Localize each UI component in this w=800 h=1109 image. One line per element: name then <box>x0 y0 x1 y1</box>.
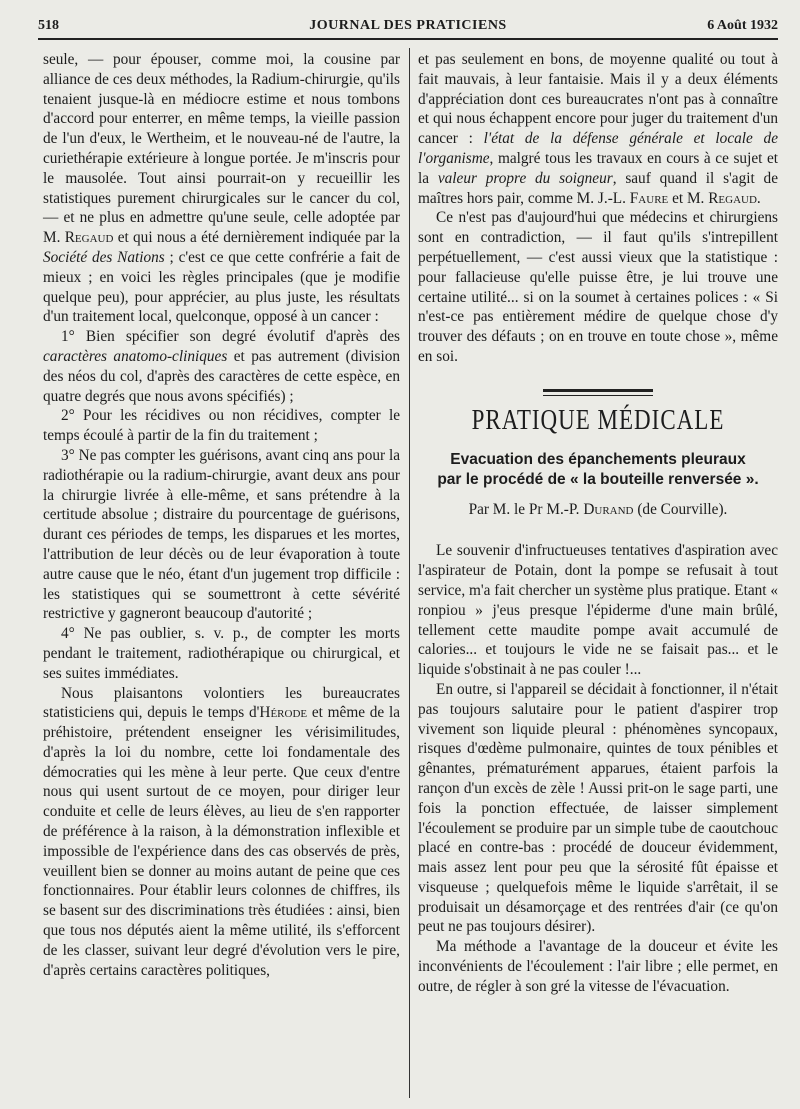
right-column <box>418 50 778 997</box>
author-name: Durand <box>583 500 634 518</box>
paragraph: En outre, si l'appareil se décidait à fonctionner, il n'était pas toujours salutaire pour le patient d'aspirer trop vivement son liquide pleural : phénomènes syncopaux, risques d'œdème pulmonaire, quintes de toux pénibles et gênantes, prématurément apparues, étaient parfois la rançon d'un excès de zèle ! Aussi prit-on le sage parti, une fois la ponction effectuée, de laisser simplement l'écoulement se produire par un simple tube de caoutchouc placé en contre-bas : procédé de douceur évidemment, mais assez lent pour peu que la sérosité fût épaisse et visqueuse ; quelquefois même le liquide s'arrêtait, il se produisait un désamorçage et des rentrées d'air (ce qu'on peut ne pas toujours désirer). <box>418 680 778 936</box>
rule-item-1: 1° Bien spécifier son degré évolutif d'après des caractères anatomo-cliniques et pas autrement (division des néos du col, d'après des caractères de cette espèce, en quatre degrés que nous avons spécifiés) ; <box>43 328 400 405</box>
paragraph: Nous plaisantons volontiers les bureaucrates statisticiens qui, depuis le temps d'Hérode et même de la préhistoire, prétendent enseigner les vérisimilitudes, d'après la loi du nombre, cette loi fondamentale des démocraties qui les mène à leur perte. Que ceux d'entre nous qui usent surtout de ce moyen, pour diriger leur conduite et celle de leurs élèves, au lieu de s'en rapporter de préférence à la raison, à la démonstration inflexible et impossible de l'expérience dans des cas observés de près, veuillent bien se donner au moins autant de peine que ces fonctionnaires. Pour établir leurs colonnes de chiffres, ils se basent sur des discriminations très étudiées : ainsi, bien que tous nos députés aient la même utilité, ils s'efforcent de les classer, suivant leur degré d'évolution vers le pire, d'après certains caractères politiques, <box>43 684 400 979</box>
person-name: Regaud <box>708 189 757 207</box>
page-header <box>38 18 778 38</box>
section-ornament <box>418 389 778 396</box>
article-title: Evacuation des épanchements pleuraux par le procédé de « la bouteille renversée ». <box>437 450 759 488</box>
paragraph: seule, — pour épouser, comme moi, la cousine par alliance de ces deux méthodes, la Radium-chirurgie, qu'ils tenaient jusque-là en médiocre estime et nous tombons d'accord pour enterrer, en même temps, la vieille passion de l'un d'eux, le Wertheim, et le nouveau-né de l'autre, la curiethérapie extérieure à longue portée. Je m'inscris pour le mausolée. Tout ainsi pourrait-on y recueillir les statistiques purement chirurgicales sur le cancer du col, — et ne plus en admettre qu'une seule, celle adoptée par M. Regaud et qui nous a été dernièrement indiquée par la Société des Nations ; c'est ce que cette confrérie a fait de mieux ; en voici les règles principales (que je modifie quelque peu), pour apprécier, au plus juste, les résultats d'un traitement local, quelconque, opposé à un cancer : <box>43 51 400 326</box>
person-name: Faure <box>629 189 669 207</box>
paragraph: Ce n'est pas d'aujourd'hui que médecins et chirurgiens sont en contradiction, — il faut qu'ils s'intrepillent perpétuellement, — c'est aussi vieux que la statistique : pour fallacieuse qu'elle puisse être, je lui trouve une certaine utilité... si on la soumet à certaines polices : « Si n'est-ce pas entièrement médire de quelque chose d'y trouver des défauts ; on en trouve en toute chose », même en soi. <box>418 209 778 365</box>
header-rule <box>38 38 778 40</box>
left-column <box>43 50 400 980</box>
issue-date: 6 Août 1932 <box>707 18 778 33</box>
section-title: PRATIQUE MÉDICALE <box>471 403 725 435</box>
paragraph: Ma méthode a l'avantage de la douceur et évite les inconvénients de l'écoulement : l'air libre ; elle permet, en outre, de régler à son gré la vitesse de l'évacuation. <box>418 938 778 995</box>
rule-item-3: 3° Ne pas compter les guérisons, avant cinq ans pour la radiothérapie ou la radium-chirurgie, avant deux ans pour la chirurgie livrée à elle-même, et sans prétendre à la certitude absolue ; distraire du pourcentage de guérisons, durant ces périodes de temps, les disparues et les mortes, l'attribution de leur décès ou de leur évaporation à toute autre cause que le néo, étant d'un jugement trop difficile : les statistiques qui se soumettront à cette sévérité restrictive y gagneront beaucoup d'autorité ; <box>43 446 400 623</box>
page-number: 518 <box>38 18 59 33</box>
paragraph: Le souvenir d'infructueuses tentatives d'aspiration avec l'aspirateur de Potain, dont la pompe se refusait à tout service, m'a fait chercher un système plus pratique. Etant « ronpiou » j'eus presque l'épiderme d'une main brûlé, tellement cette maudite pompe avait accumulé de calories... et toujours le vide ne se faisait pas... et le liquide s'obstinait à ne pas couler !... <box>418 542 778 679</box>
rule-item-2: 2° Pour les récidives ou non récidives, compter le temps écoulé à partir de la fin du traitement ; <box>43 407 400 445</box>
column-divider <box>409 48 410 1098</box>
article-byline: Par M. le Pr M.-P. Durand (de Courville). <box>468 500 728 518</box>
paragraph: et pas seulement en bons, de moyenne qualité ou tout à fait mauvais, à leur fantaisie. Mais il y a deux éléments d'appréciation dont ces bureaucrates n'ont pas à connaître et qui nous échappent encore pour juger du traitement d'un cancer : l'état de la défense générale et locale de l'organisme, malgré tous les travaux en cours à ce sujet et la valeur propre du soigneur, sauf quand il s'agit de maîtres hors pair, comme M. J.-L. Faure et M. Regaud. <box>418 51 778 207</box>
journal-title: JOURNAL DES PRATICIENS <box>309 18 507 33</box>
author-name: Regaud <box>64 229 114 247</box>
person-name: Hérode <box>259 704 308 722</box>
rule-item-4: 4° Ne pas oublier, s. v. p., de compter les morts pendant le traitement, radiothérapique ou chirurgical, et ses suites immédiates. <box>43 625 400 682</box>
